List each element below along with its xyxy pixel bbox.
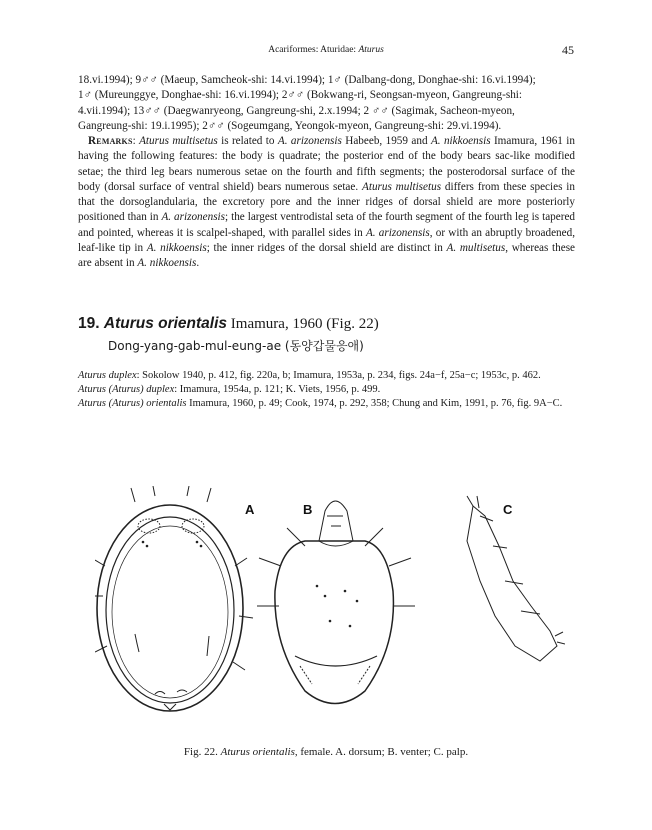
species-authority: Imamura, 1960 (Fig. 22) [227, 316, 379, 332]
mite-illustration [95, 486, 565, 736]
palp-drawing [467, 496, 565, 661]
record-line: 4.vii.1994); 13♂♂ (Daegwanryeong, Gangreung-shi, 2.x.1994; 2 ♂♂ (Sagimak, Sacheon-myeon, [78, 104, 515, 117]
record-line: 18.vi.1994); 9♂♂ (Maeup, Samcheok-shi: 14.vi.1994); 1♂ (Dalbang-dong, Donghae-shi: 16.vi.1994); [78, 74, 536, 86]
figure-label-b: B [303, 502, 313, 517]
record-line: Gangreung-shi: 19.i.1995); 2♂♂ (Sogeumgang, Yeongok-myeon, Gangreung-shi: 29.vi.1994). [78, 119, 502, 132]
running-head-title: Acariformes: Aturidae: Aturus [268, 45, 384, 55]
venter-drawing [257, 501, 415, 704]
running-head [0, 44, 652, 60]
species-heading [78, 315, 575, 354]
synonymy-list [78, 369, 575, 412]
species-name: Aturus orientalis [103, 315, 228, 332]
figure-22 [95, 486, 565, 736]
page-number: 45 [562, 43, 574, 57]
synonym-entry: Aturus (Aturus) orientalis Imamura, 1960, p. 49; Cook, 1974, p. 292, 358; Chung and Kim, 1991, p. 76, fig. 9A−C. [78, 398, 563, 410]
remarks-paragraph: Remarks: Aturus multisetus is related to A. arizonensis Habeeb, 1959 and A. nikkoensis Imamura, 1961 in having the following features: the body is quadrate; the posterior end of the body bears sac-like modified setae; the third leg bears numerous setae on the fourth and fifth segments; the posterodorsal surface of the body (dorsal surface of ventral shield) bears numerous setae. Aturus multisetus differs from these species in that the dorsoglandularia, the excretory pore and the inner ridges of dorsal shield are more posteriorly positioned than in A. arizonensis; the largest ventrodistal seta of the fourth segment of the fourth leg is tapered and pointed, whereas it is scalpel-shaped, with parallel sides in A. arizonensis, or with an abruptly broadened, leaf-like tip in A. nikkoensis; the inner ridges of the dorsal shield are distinct in A. multisetus, whereas these are absent in A. nikkoensis. [78, 135, 576, 270]
synonym-entry: Aturus (Aturus) duplex: Imamura, 1954a, p. 121; K. Viets, 1956, p. 499. [78, 384, 381, 396]
material-examined [78, 73, 575, 134]
species-title [78, 315, 575, 333]
figure-label-a: A [245, 502, 255, 517]
synonym-entry: Aturus duplex: Sokolow 1940, p. 412, fig. 220a, b; Imamura, 1953a, p. 234, figs. 24a−f, 25a−c; 1953c, p. 462. [78, 370, 541, 381]
species-number: 19. [78, 315, 100, 332]
record-line: 1♂ (Mureunggye, Donghae-shi: 16.vi.1994); 2♂♂ (Bokwang-ri, Seongsan-myeon, Gangreung-shi: [78, 89, 523, 102]
figure-caption: Fig. 22. Aturus orientalis, female. A. dorsum; B. venter; C. palp. [183, 746, 469, 758]
figure-label-c: C [503, 502, 513, 517]
remarks-label: Remarks [88, 135, 133, 147]
korean-common-name: Dong-yang-gab-mul-eung-ae (동양갑물응애) [108, 339, 364, 353]
dorsum-drawing [95, 486, 253, 711]
